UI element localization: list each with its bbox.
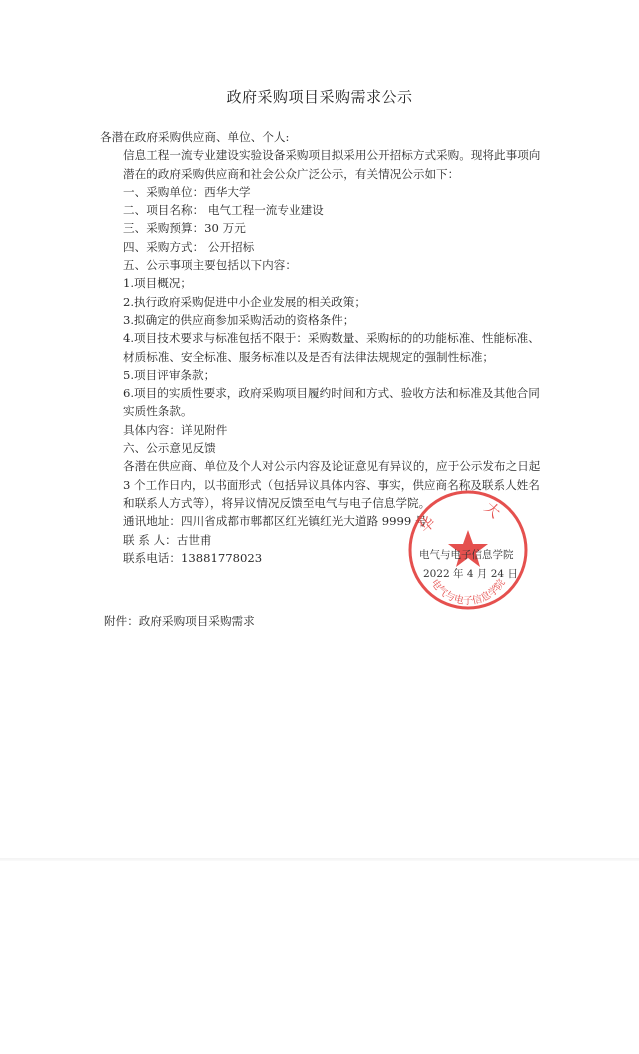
- contact-phone: 联系电话：13881778023: [123, 550, 263, 565]
- seal-bottom-text: 电气与电子信息学院: [428, 577, 508, 607]
- signature-org: 电气与电子信息学院: [419, 549, 514, 561]
- feedback-heading: 六、公示意见反馈: [123, 441, 216, 456]
- subitem-overview: 1.项目概况；: [123, 276, 193, 291]
- detail-line: 具体内容：详见附件: [123, 422, 228, 437]
- attachment-note: 附件：政府采购项目采购需求: [104, 614, 255, 628]
- item-budget: 三、采购预算：30 万元: [123, 221, 246, 236]
- item-method: 四、采购方式： 公开招标: [123, 239, 255, 254]
- contact-person: 联 系 人：古世甫: [123, 532, 212, 547]
- signature-date: 2022 年 4 月 24 日: [423, 568, 518, 580]
- subitem-technical: 4.项目技术要求与标准包括不限于：采购数量、采购标的的功能标准、性能标准、材质标准、安全标准、服务标准以及是否有法律法规规定的强制性标准；: [123, 331, 540, 364]
- salutation: 各潜在政府采购供应商、单位、个人:: [100, 130, 290, 144]
- subitem-review: 5.项目评审条款；: [123, 367, 216, 382]
- seal-top-text: 华 大: [415, 496, 521, 537]
- contact-address: 通讯地址：四川省成都市郫都区红光镇红光大道路 9999 号: [123, 514, 427, 529]
- subitem-qualification: 3.拟确定的供应商参加采购活动的资格条件；: [123, 312, 355, 327]
- feedback-paragraph: 各潜在供应商、单位及个人对公示内容及论证意见有异议的，应于公示发布之日起 3 个工作日内，以书面形式（包括异议具体内容、事实，供应商名称及联系人姓名和联系人方式等），将异议情况反馈至电气与电子信息学院。: [123, 459, 541, 510]
- intro-paragraph: 信息工程一流专业建设实验设备采购项目拟采用公开招标方式采购。现将此事项向潜在的政府采购供应商和社会公众广泛公示，有关情况公示如下：: [123, 148, 541, 181]
- item-purchaser: 一、采购单位：西华大学: [123, 184, 251, 199]
- item-contents: 五、公示事项主要包括以下内容：: [123, 258, 297, 273]
- subitem-substantive: 6.项目的实质性要求，政府采购项目履约时间和方式、验收方法和标准及其他合同实质性条款。: [123, 386, 540, 419]
- item-project-name: 二、项目名称： 电气工程一流专业建设: [123, 203, 324, 218]
- document-title: 政府采购项目采购需求公示: [226, 88, 413, 106]
- scan-divider: [0, 858, 639, 861]
- subitem-sme-policy: 2.执行政府采购促进中小企业发展的相关政策；: [123, 294, 366, 309]
